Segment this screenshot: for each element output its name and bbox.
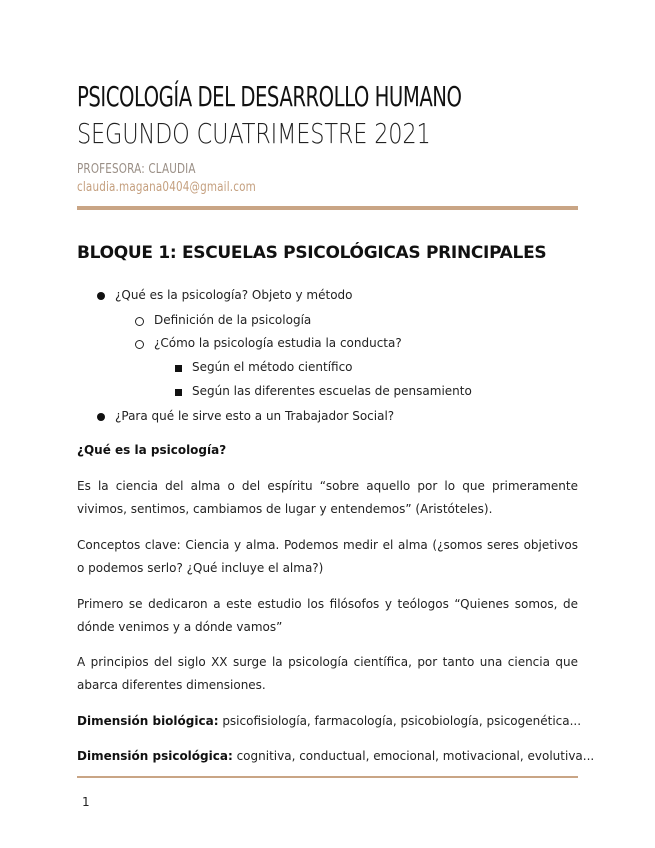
paragraph: Es la ciencia del alma o del espíritu “sobre aquello por lo que primeramente vivimos, sentimos, cambiamos de lugar y entendemos” (Aristóteles). — [77, 479, 578, 516]
dimension-label: Dimensión biológica: — [77, 714, 219, 728]
outline-subsubitem: Según el método científico — [192, 360, 353, 374]
outline-subitem: ¿Cómo la psicología estudia la conducta? — [154, 336, 402, 350]
bullet-circle-icon — [135, 317, 144, 326]
footer-divider — [77, 776, 578, 778]
paragraph: A principios del siglo XX surge la psicología científica, por tanto una ciencia que abarca diferentes dimensiones. — [77, 655, 578, 692]
outline-subitem: Definición de la psicología — [154, 313, 312, 327]
dimension-psychological — [77, 745, 595, 768]
bullet-square-icon — [175, 389, 182, 396]
page-number: 1 — [82, 795, 90, 809]
header-divider — [77, 206, 578, 210]
section-heading: BLOQUE 1: ESCUELAS PSICOLÓGICAS PRINCIPALES — [77, 243, 547, 263]
professor-email: claudia.magana0404@gmail.com — [77, 180, 256, 195]
paragraph: Conceptos clave: Ciencia y alma. Podemos medir el alma (¿somos seres objetivos o podemos serlo? ¿Qué incluye el alma?) — [77, 538, 578, 575]
dimension-biological — [77, 710, 582, 733]
document-title: PSICOLOGÍA DEL DESARROLLO HUMANO — [77, 80, 462, 113]
professor-label: PROFESORA: CLAUDIA — [77, 162, 196, 177]
outline-item: ¿Qué es la psicología? Objeto y método — [115, 288, 353, 302]
dimension-text: psicofisiología, farmacología, psicobiología, psicogenética... — [218, 714, 582, 728]
bullet-circle-icon — [135, 340, 144, 349]
outline-item: ¿Para qué le sirve esto a un Trabajador Social? — [115, 409, 395, 423]
document-page — [77, 0, 595, 848]
question-heading: ¿Qué es la psicología? — [77, 443, 227, 457]
bullet-dot-icon — [97, 413, 105, 421]
bullet-dot-icon — [97, 292, 105, 300]
document-subtitle: SEGUNDO CUATRIMESTRE 2021 — [77, 117, 431, 150]
paragraph: Primero se dedicaron a este estudio los filósofos y teólogos “Quienes somos, de dónde venimos y a dónde vamos” — [77, 597, 578, 634]
outline-subsubitem: Según las diferentes escuelas de pensamiento — [192, 384, 472, 398]
dimension-text: cognitiva, conductual, emocional, motivacional, evolutiva... — [232, 749, 595, 763]
dimension-label: Dimensión psicológica: — [77, 749, 233, 763]
bullet-square-icon — [175, 365, 182, 372]
